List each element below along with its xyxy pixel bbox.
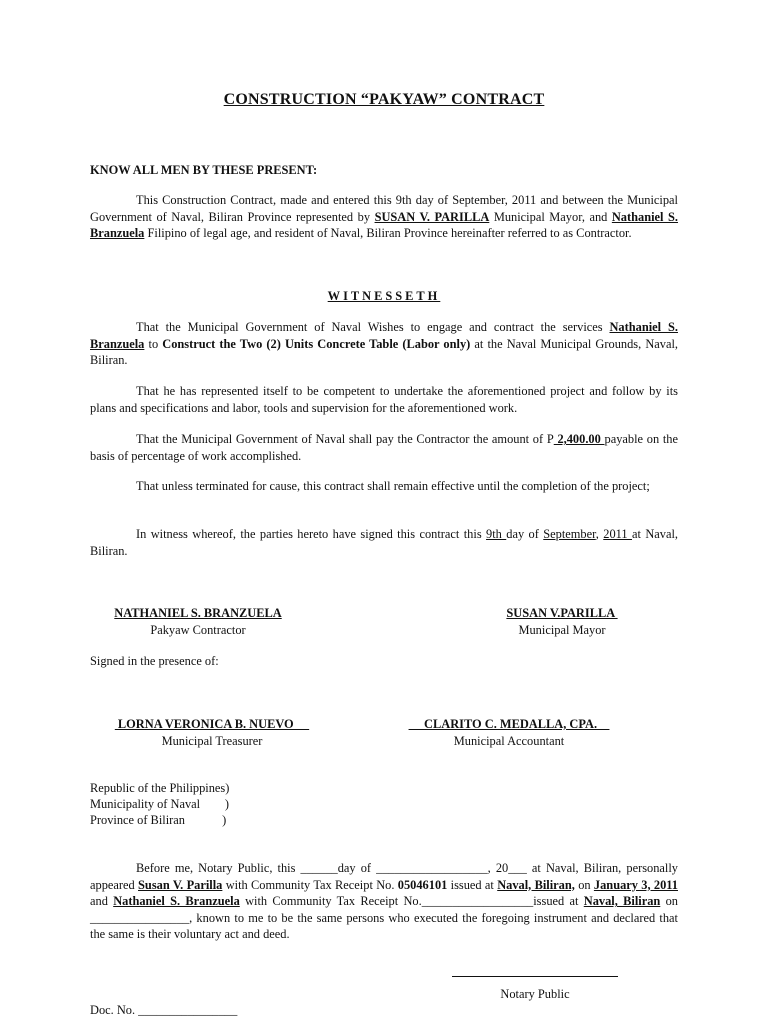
competence-paragraph: That he has represented itself to be competent to undertake the aforementioned project and follow by its plans and specifications and labor, tools and supervision for the aforementioned work. [90,384,678,415]
mayor-signature-block [468,605,656,638]
accountant-signature-block [396,716,622,749]
mayor-signature-role: Municipal Mayor [518,622,606,637]
know-all-men-heading: KNOW ALL MEN BY THESE PRESENT: [90,163,318,177]
notary-signature-line [452,976,618,977]
first-issue-date: January 3, 2011 [593,877,678,892]
mayor-signature-name: SUSAN V.PARILLA [506,606,618,620]
services-text-c: at the Naval Municipal Grounds, Naval, Biliran. [90,336,679,368]
notary-second-person: Nathaniel S. Branzuela [113,894,240,909]
presence-label: Signed in the presence of: [90,654,219,668]
contractor-signature-name: NATHANIEL S. BRANZUELA [114,606,282,620]
first-issue-place: Naval, Biliran, [497,877,575,892]
project-description: Construct the Two (2) Units Concrete Table (Labor only) [162,336,471,351]
contract-amount: 2,400.00 [553,432,605,446]
signing-month: September [543,527,596,541]
notary-first-person: Susan V. Parilla [138,877,223,892]
document-title: CONSTRUCTION “PAKYAW” CONTRACT [223,91,545,108]
witness-paragraph [90,526,678,559]
notary-paragraph [90,860,678,943]
contractor-name: Nathaniel S. Branzuela [90,209,679,241]
notary-text-c: issued at [447,877,498,892]
contractor-signature-role: Pakyaw Contractor [150,622,246,637]
payment-text-a: That the Municipal Government of Naval shall pay the Contractor the amount of P [136,432,554,446]
notary-text-d: on [574,877,594,892]
services-text-b: to [144,336,163,351]
services-text-a: That the Municipal Government of Naval Wishes to engage and contract the services [136,320,610,334]
doc-number-line: Doc. No. ________________ [90,1003,238,1017]
mayor-name: SUSAN V. PARILLA [374,209,490,224]
witness-text-d: at Naval, Biliran. [90,527,678,558]
treasurer-signature-name: LORNA VERONICA B. NUEVO [114,717,310,731]
treasurer-signature-role: Municipal Treasurer [161,733,263,748]
first-ctc-number: 05046101 [397,877,448,892]
witness-text-c: , [595,527,604,541]
notary-text-g: on ________________, known to me to be the same persons who executed the foregoing instrument and declared that the same is their voluntary act and deed. [90,894,678,942]
notary-text-a: Before me, Notary Public, this ______day of __________________, 20___ at Naval, Biliran, personally appeared [90,861,678,892]
second-issue-place: Naval, Biliran [583,894,661,909]
accountant-signature-name: CLARITO C. MEDALLA, CPA. [408,717,610,731]
notary-public-label: Notary Public [500,987,570,1001]
contractor-signature-block [90,605,306,638]
witness-text-a: In witness whereof, the parties hereto have signed this contract this [136,527,487,541]
intro-paragraph [90,192,678,242]
venue-municipality: Municipality of Naval ) [90,797,230,811]
treasurer-signature-block [96,716,328,749]
venue-province: Province of Biliran ) [90,813,227,827]
signing-day: 9th [486,527,507,541]
venue-republic: Republic of the Philippines) [90,781,230,795]
signing-year: 2011 [603,527,632,541]
payment-text-b: payable on the basis of percentage of work accomplished. [90,432,678,463]
notary-text-b: with Community Tax Receipt No. [222,877,398,892]
intro-text-c: Filipino of legal age, and resident of Naval, Biliran Province hereinafter referred to as Contractor. [144,226,632,241]
witnesseth-heading: WITNESSETH [327,289,441,303]
services-contractor-name: Nathaniel S. Branzuela [90,320,678,351]
intro-text-b: Municipal Mayor, and [489,209,612,224]
notary-text-e: and [90,894,114,909]
intro-text-a: This Construction Contract, made and entered this 9th day of September, 2011 and between the Municipal Government of Naval, Biliran Province represented by [90,193,678,224]
notary-text-f: with Community Tax Receipt No.__________________issued at [239,894,584,909]
services-paragraph [90,319,678,369]
termination-paragraph: That unless terminated for cause, this contract shall remain effective until the completion of the project; [136,479,650,493]
payment-paragraph [90,431,678,464]
accountant-signature-role: Municipal Accountant [453,733,565,748]
witness-text-b: day of [506,527,544,541]
